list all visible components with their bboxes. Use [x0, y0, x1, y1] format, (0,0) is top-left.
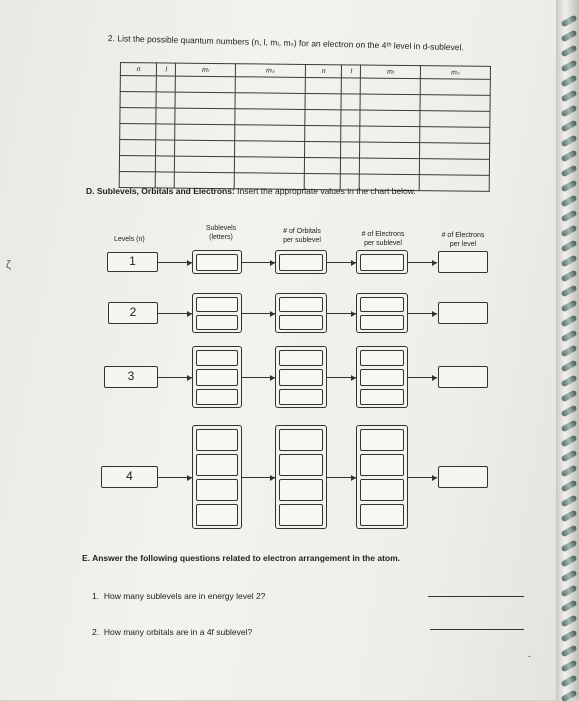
electrons-level-label-2: per level [449, 241, 477, 248]
table-cell[interactable] [156, 92, 175, 108]
table-cell[interactable] [341, 142, 360, 158]
col-header-l: l [157, 63, 176, 76]
electrons-sublevel-stack-level-4 [356, 425, 408, 529]
col-header-l: l [342, 65, 361, 78]
level-box-4 [101, 466, 158, 488]
question-e2-number: 2. [92, 627, 100, 637]
table-cell[interactable] [420, 95, 490, 112]
corner-pencil-mark: - [528, 651, 531, 661]
col-header-n: n [120, 63, 157, 76]
table-cell[interactable] [235, 77, 305, 94]
col-header-ml: mₗ [361, 65, 421, 79]
orbitals-stack-level-1 [275, 250, 327, 274]
table-cell[interactable] [341, 110, 360, 126]
col-header-n: n [305, 64, 342, 77]
answer-box[interactable] [196, 350, 238, 366]
table-cell[interactable] [156, 108, 175, 124]
answer-box[interactable] [279, 504, 323, 526]
table-cell[interactable] [342, 78, 361, 94]
section-d-heading [86, 186, 416, 196]
question-2-text: List the possible quantum numbers (n, l, mₗ, mₛ) for an electron on the 4ᵗʰ level in d-sublevel. [117, 33, 464, 53]
table-cell[interactable] [305, 77, 342, 93]
table-cell[interactable] [419, 159, 489, 176]
table-cell[interactable] [419, 175, 489, 192]
question-e1-text: How many sublevels are in energy level 2? [103, 591, 266, 601]
answer-box[interactable] [360, 389, 404, 405]
question-e2 [92, 627, 252, 637]
orbitals-label-1: # of Orbitals [283, 228, 321, 235]
table-cell[interactable] [156, 140, 175, 156]
table-cell[interactable] [420, 79, 490, 96]
electrons-per-level-box-1[interactable] [438, 251, 488, 273]
table-cell[interactable] [175, 92, 235, 109]
answer-box[interactable] [196, 297, 238, 312]
table-cell[interactable] [175, 108, 235, 125]
answer-box[interactable] [360, 369, 404, 385]
electrons-per-level-box-2[interactable] [438, 302, 488, 324]
table-cell[interactable] [176, 76, 236, 93]
connector-arrow [432, 375, 437, 381]
col-label-orbitals [272, 227, 332, 245]
electrons-per-level-box-3[interactable] [438, 366, 488, 388]
col-label-electrons-level [430, 231, 496, 249]
answer-line-e2[interactable] [430, 629, 524, 630]
orbitals-stack-level-4 [275, 425, 327, 529]
table-cell[interactable] [157, 76, 176, 92]
table-cell[interactable] [175, 156, 235, 173]
answer-box[interactable] [279, 369, 323, 385]
answer-box[interactable] [279, 350, 323, 366]
electrons-level-label-1: # of Electrons [441, 232, 485, 239]
table-cell[interactable] [360, 158, 420, 175]
answer-box[interactable] [360, 479, 404, 501]
answer-box[interactable] [196, 479, 238, 501]
answer-box[interactable] [196, 369, 238, 385]
col-label-electrons-sublevel [350, 230, 416, 248]
table-cell[interactable] [341, 158, 360, 174]
electrons-sublevel-label-2: per sublevel [364, 240, 402, 247]
table-cell[interactable] [120, 140, 157, 156]
sublevels-stack-level-4 [192, 425, 242, 529]
quantum-numbers-table [119, 62, 491, 184]
connector-arrow [432, 475, 437, 481]
margin-pencil-mark: ζ [6, 259, 11, 271]
question-e1-number: 1. [92, 591, 100, 601]
table-cell[interactable] [120, 124, 157, 140]
answer-box[interactable] [279, 315, 323, 330]
table-cell[interactable] [234, 141, 304, 158]
table-cell[interactable] [235, 109, 305, 126]
table-cell[interactable] [175, 124, 235, 141]
table-cell[interactable] [235, 93, 305, 110]
sublevels-stack-level-2 [192, 293, 242, 333]
table-cell[interactable] [360, 94, 420, 111]
answer-box[interactable] [360, 504, 404, 526]
level-number: 2 [129, 305, 137, 319]
col-header-ms: mₛ [420, 66, 490, 80]
answer-box[interactable] [196, 454, 238, 476]
table-cell[interactable] [156, 124, 175, 140]
col-label-sublevels [196, 224, 246, 242]
level-box-2 [108, 302, 158, 324]
answer-box[interactable] [360, 429, 404, 451]
answer-box[interactable] [196, 315, 238, 330]
answer-box[interactable] [360, 254, 404, 271]
connector-arrow [432, 311, 437, 317]
level-number: 3 [127, 369, 135, 383]
question-e2-text: How many orbitals are in a 4f sublevel? [103, 627, 253, 637]
table-cell[interactable] [420, 111, 490, 128]
table-cell[interactable] [341, 94, 360, 110]
answer-box[interactable] [279, 429, 323, 451]
question-e1 [92, 591, 265, 601]
table-cell[interactable] [305, 109, 342, 125]
sublevels-label-2: (letters) [209, 234, 233, 241]
answer-box[interactable] [360, 350, 404, 366]
section-d-instruction: Insert the appropriate values in the chart below. [237, 186, 416, 196]
table-cell[interactable] [419, 127, 489, 144]
electrons-per-level-box-4[interactable] [438, 466, 488, 488]
table-cell[interactable] [305, 93, 342, 109]
level-number: 1 [129, 254, 136, 268]
electrons-sublevel-stack-level-3 [356, 346, 408, 408]
electrons-sublevel-stack-level-2 [356, 293, 408, 333]
answer-box[interactable] [196, 254, 238, 271]
table-cell[interactable] [234, 157, 304, 174]
sublevels-stack-level-1 [192, 250, 242, 274]
answer-box[interactable] [196, 429, 238, 451]
table-cell[interactable] [361, 78, 421, 95]
answer-box[interactable] [279, 479, 323, 501]
orbitals-stack-level-3 [275, 346, 327, 408]
electrons-sublevel-stack-level-1 [356, 250, 408, 274]
col-header-ml: mₗ [176, 63, 236, 77]
level-box-1 [107, 252, 158, 272]
table-cell[interactable] [419, 143, 489, 160]
section-e-title: E. Answer the following questions related to electron arrangement in the atom. [82, 553, 401, 563]
table-cell[interactable] [360, 110, 420, 127]
orbitals-stack-level-2 [275, 293, 327, 333]
level-box-3 [104, 366, 158, 388]
answer-box[interactable] [279, 297, 323, 312]
col-header-ms: mₛ [235, 64, 305, 78]
table-cell[interactable] [175, 140, 235, 157]
orbitals-label-2: per sublevel [283, 237, 321, 244]
table-cell[interactable] [120, 76, 157, 92]
connector-arrow [432, 260, 437, 266]
question-2-number: 2. [107, 33, 116, 44]
level-number: 4 [126, 469, 133, 483]
table-cell[interactable] [234, 125, 304, 142]
table-cell[interactable] [119, 156, 156, 172]
col-label-levels [114, 235, 145, 244]
table-cell[interactable] [360, 126, 420, 143]
section-d-title: D. Sublevels, Orbitals and Electrons: [86, 186, 235, 196]
answer-box[interactable] [279, 454, 323, 476]
electrons-sublevel-label-1: # of Electrons [361, 231, 405, 238]
answer-line-e1[interactable] [428, 596, 524, 597]
answer-box[interactable] [196, 504, 238, 526]
answer-box[interactable] [360, 297, 404, 312]
answer-box[interactable] [279, 254, 323, 271]
table-cell[interactable] [360, 142, 420, 159]
table-cell[interactable] [120, 92, 157, 108]
levels-label: Levels (n) [114, 236, 145, 243]
sublevels-stack-level-3 [192, 346, 242, 408]
answer-box[interactable] [279, 389, 323, 405]
table-cell[interactable] [156, 156, 175, 172]
answer-box[interactable] [196, 389, 238, 405]
answer-box[interactable] [360, 315, 404, 330]
section-e-heading [82, 553, 400, 563]
answer-box[interactable] [360, 454, 404, 476]
table-cell[interactable] [304, 157, 341, 173]
table-cell[interactable] [304, 141, 341, 157]
sublevels-label-1: Sublevels [205, 225, 237, 232]
table-cell[interactable] [120, 108, 157, 124]
table-cell[interactable] [341, 126, 360, 142]
table-cell[interactable] [305, 125, 342, 141]
